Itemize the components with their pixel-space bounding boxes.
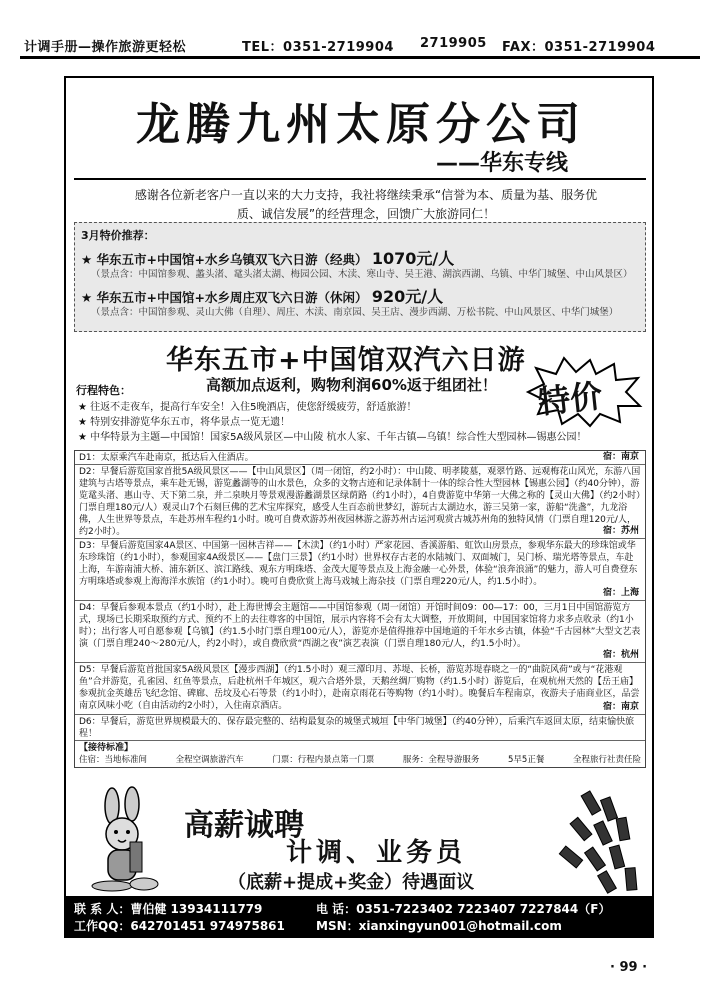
day-text: D4：早餐后参观本景点（约1小时），赴上海世博会主题馆——中国馆参观（周一闭馆）开馆时间09：00—17：00，三月1日中国馆游览方式，现场已长期采取预约方式、预约不上的去往尊客的中国馆，展示内容将不会有太大调整，开放期间，中国国家馆将力求多点收录（约1小时）；出行客人可自愿参观【乌镇】（约1.5小时门票自理100元/人），游览亦是值得推荐中国地道的千年水乡古镇，体验“千古园林”大型文艺表演（门票自理240～280元/人，约2小时），或自费欣赏“西湖之夜”演艺表演（门票自理180元/人，约1.5小时）。 <box>79 603 641 649</box>
special-title: 3月特价推荐： <box>81 229 155 242</box>
itinerary-day <box>75 465 645 539</box>
day-stay: 宿：南京 <box>599 451 639 463</box>
special-tour-1 <box>81 246 639 269</box>
itinerary-day <box>75 601 645 663</box>
itinerary-day <box>75 539 645 601</box>
contact-person: 联 系 人：曹伯健 13934111779 <box>74 902 263 916</box>
contact-phone: 电 话：0351-7223402 7223407 7227844（F） <box>316 902 611 916</box>
rebate-text: 高额加点返利，购物利润60%返于组团社！ <box>206 376 497 394</box>
tour-spots: （景点含：中国馆参观、蠡头渚、鼋头渚太湖、梅园公园、木渎、寒山寺、吴王港、湖滨西湖、乌镇、中华门城堡、中山风景区） <box>91 269 633 280</box>
stamp-text: 特价 <box>536 376 605 422</box>
contact-bar <box>66 896 652 936</box>
tour-spots: （景点含：中国馆参观、灵山大佛（自理）、周庄、木渎、南京园、吴王店、漫步西湖、万松书院、中山风景区、中华门城堡） <box>91 307 619 318</box>
header-slogan: 计调手册—操作旅游更轻松 <box>24 40 187 55</box>
standard-item: 全程空调旅游汽车 <box>175 755 244 765</box>
feature-item: ★ 中华特景为主题—中国馆！国家5A级风景区—中山陵 杭水人家、千年古镇—乌镇！综合性大型园林—锡惠公园！ <box>78 432 587 443</box>
header-bar <box>10 32 710 56</box>
itinerary-table <box>74 450 646 768</box>
tour-price: 920元/人 <box>371 287 444 306</box>
recruit-positions: 计调、业务员 <box>286 838 467 868</box>
title-divider <box>74 178 646 180</box>
tour-name: ★ 华东五市+中国馆+水乡乌镇双飞六日游（经典） <box>81 252 368 267</box>
promo-headline: 华东五市+中国馆双汽六日游 <box>166 345 526 376</box>
day-stay: 宿：苏州 <box>599 525 639 537</box>
feature-item: ★ 特别安排游览华东五市，将华景点一览无遗！ <box>78 417 291 428</box>
rabbit-mascot-icon <box>82 788 166 892</box>
service-standards <box>75 741 645 767</box>
header-tel2: 2719905 <box>420 36 487 51</box>
itinerary-day <box>75 715 645 741</box>
firecracker-icon <box>526 788 642 894</box>
special-tour-2 <box>81 284 639 307</box>
header-fax: FAX：0351-2719904 <box>502 40 656 55</box>
feature-label: 行程特色： <box>76 384 131 397</box>
feature-list <box>78 400 587 445</box>
tour-price: 1070元/人 <box>371 249 455 268</box>
itinerary-day <box>75 451 645 465</box>
standard-item: 住宿：当地标准间 <box>79 755 148 765</box>
standards-title: 【接待标准】 <box>79 743 134 753</box>
standard-item: 门票：行程内景点第一门票 <box>272 755 375 765</box>
day-stay: 宿：南京 <box>599 701 639 713</box>
intro-text: 感谢各位新老客户一直以来的大力支持，我社将继续秉承“信誉为本、质量为基、服务优质、诚信发展”的经营理念，回馈广大旅游同仁！ <box>134 188 598 221</box>
day-text: D5：早餐后游览首批国家5A级风景区【漫步西湖】（约1.5小时）观三潭印月、苏堤、长桥，游览苏堤春晓之一的“曲院风荷”或与“花港观鱼”合并游览，孔雀园、红鱼等景点，后赴杭州千年城区，观六合塔外景，天鹅丝绸厂购物（约1.5小时）游览后，在观杭州天然的【岳王庙】参观抗金英雄岳飞纪念馆、碑廊、岳坟及心石等景（约1小时），赴南京雨花石等购物（约1小时）。晚餐后车程南京，夜游夫子庙商业区，品尝南京风味小吃（自由活动约2小时），入住南京酒店。 <box>79 665 640 711</box>
header-tel: TEL：0351-2719904 <box>242 40 394 55</box>
day-text: D6：早餐后，游览世界规模最大的、保存最完整的、结构最复杂的城堡式城垣【中华门城堡】（约40分钟），后乘汽车返回太原，结束愉快旅程！ <box>79 717 635 739</box>
standard-item: 服务：全程导游服务 <box>402 755 480 765</box>
company-name: 龙腾九州太原分公司 <box>136 99 586 150</box>
day-stay: 宿：杭州 <box>599 649 639 661</box>
day-text: D2：早餐后游览国家首批5A级风景区——【中山风景区】（周一闭馆，约2小时）：中山陵、明孝陵墓，观翠竹路、远观梅花山风光，东游八国建筑与古塔等景点，乘车赴无锡，游览蠡湖等的山水景色，众多的文物古迹和记录体制十一体的综合性大型园林【锡惠公园】（约40分钟），游览鼋头渚、惠山寺、天下第二泉，并二泉映月等景观漫游蠡湖景区绿荫路（约1小时），4自费游览中华第一大佛之称的【灵山大佛】（约2小时）门票自理180元/人）观灵山7个石刻巨佛的艺术宝库探究，感受人生百态前世梦幻，游玩古太湖边水，游三吴第一家，游船“洗盏”，九龙浴佛，人生世界等景点，车赴苏州车程约1小时。晚可自费欢游苏州夜园林游之游苏州古运河观赏古城苏州角的独特风情（门票自理120元/人，约2小时）。 <box>79 467 641 537</box>
day-stay: 宿：上海 <box>599 587 639 599</box>
standards-list <box>79 754 641 766</box>
feature-item: ★ 往返不走夜车，提高行车安全！入住5晚酒店，使您舒缓疲劳，舒适旅游！ <box>78 402 417 413</box>
route-title: ——华东专线 <box>436 151 569 176</box>
contact-msn: MSN：xianxingyun001@hotmail.com <box>316 919 562 933</box>
recruit-salary: （底薪+提成+奖金）待遇面议 <box>228 872 475 893</box>
recruitment-banner <box>74 788 646 896</box>
itinerary-day <box>75 663 645 715</box>
standard-item: 5早5正餐 <box>508 755 545 765</box>
tour-name: ★ 华东五市+中国馆+水乡周庄双飞六日游（休闲） <box>81 290 368 305</box>
special-price-stamp <box>524 356 642 428</box>
contact-qq: 工作QQ：642701451 974975861 <box>74 919 285 933</box>
day-text: D3：早餐后游览国家4A景区、中国第一园林吉祥——【木渎】（约1小时）严家花园、香溪游船、虹饮山房景点，参观华东最大的珍珠馆或华东珍珠馆（约1小时），参观国家4A级景区——【盘门三景】（约1小时）世界权存古老的水陆城门、双面城门，吴门桥、瑞光塔等景点，车赴上海，车游南浦大桥、浦东新区、滨江路线、观东方明珠塔、金茂大厦等景点及上海金融一心外景，体验“浪奔浪涌”的魅力，游人可自费登东方明珠塔或参观上海海洋水族馆（约1小时）。晚可自费欣赏上海马戏城上海杂技（门票自理220元/人，约1.5小时）。 <box>79 541 638 587</box>
standard-item: 全程旅行社责任险 <box>572 755 641 765</box>
ad-frame <box>64 76 654 938</box>
recruit-headline: 高薪诚聘 <box>184 808 304 843</box>
special-offers <box>74 222 646 332</box>
page-number: · 99 · <box>610 960 648 975</box>
header-divider <box>20 56 700 59</box>
day-text: D1：太原乘汽车赴南京，抵达后入住酒店。 <box>79 453 254 463</box>
